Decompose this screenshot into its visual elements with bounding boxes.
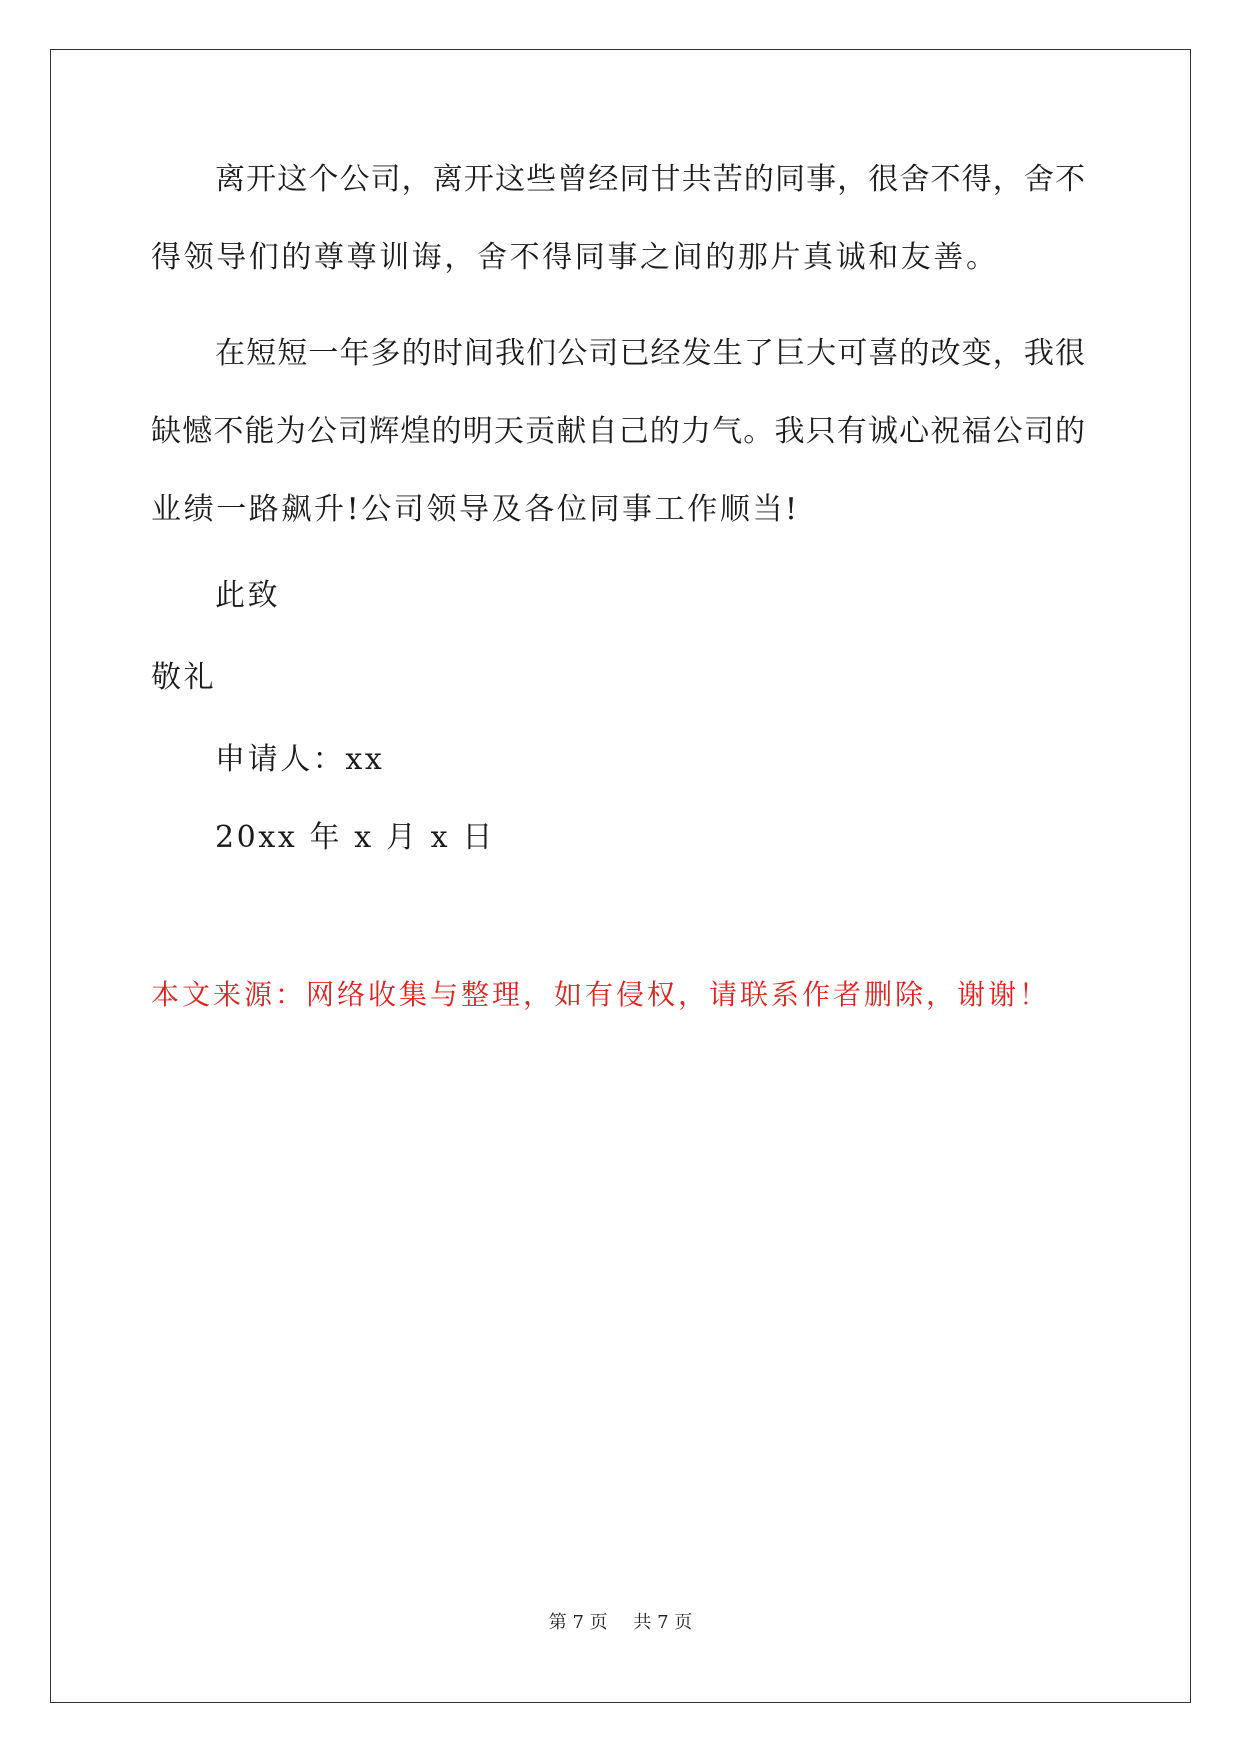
page-footer — [0, 1611, 1241, 1635]
paragraph-1-line-2: 得领导们的尊尊训诲，舍不得同事之间的那片真诚和友善。 — [151, 240, 999, 275]
paragraph-2-line-2: 缺憾不能为公司辉煌的明天贡献自己的力气。我只有诚心祝福公司的 — [151, 414, 1085, 449]
page-border — [50, 49, 1191, 1703]
paragraph-1-line-1: 离开这个公司，离开这些曾经同甘共苦的同事，很舍不得，舍不 — [215, 162, 1085, 197]
page-number-total: 共 7 页 — [633, 1612, 693, 1633]
page-number-current: 第 7 页 — [548, 1612, 608, 1633]
applicant-line: 申请人：xx — [215, 742, 385, 777]
source-note: 本文来源：网络收集与整理，如有侵权，请联系作者删除，谢谢！ — [151, 978, 1051, 1011]
closing-text: 此致 — [215, 578, 281, 613]
salutation-text: 敬礼 — [151, 660, 217, 695]
paragraph-2-line-1: 在短短一年多的时间我们公司已经发生了巨大可喜的改变，我很 — [215, 336, 1085, 371]
date-line: 20xx 年 x 月 x 日 — [215, 820, 495, 855]
paragraph-2-line-3: 业绩一路飙升!公司领导及各位同事工作顺当! — [151, 492, 800, 527]
